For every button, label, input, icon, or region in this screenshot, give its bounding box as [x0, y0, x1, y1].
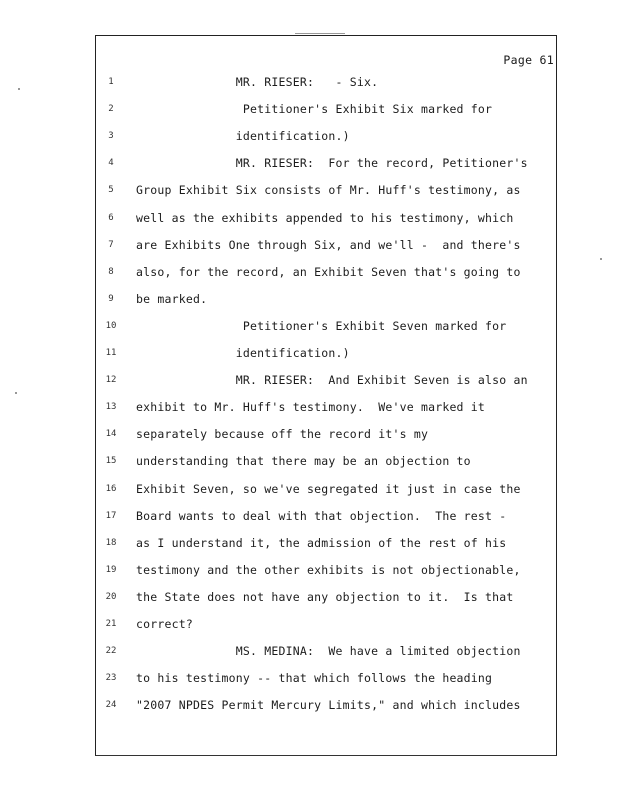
line-number: 24: [105, 700, 117, 710]
transcript-line-text: correct?: [136, 617, 193, 631]
transcript-line-text: understanding that there may be an objection to: [136, 454, 471, 468]
page-number: Page 61: [503, 53, 554, 67]
line-number: 12: [105, 375, 117, 385]
line-number: 8: [108, 267, 114, 277]
transcript-line-text: identification.): [136, 129, 350, 143]
line-number: 15: [105, 456, 117, 466]
line-number: 10: [105, 321, 117, 331]
line-number: 23: [105, 673, 117, 683]
scan-speck: [18, 88, 20, 90]
line-number: 18: [105, 538, 117, 548]
transcript-line-text: testimony and the other exhibits is not objectionable,: [136, 563, 521, 577]
line-number: 13: [105, 402, 117, 412]
transcript-line-text: MR. RIESER: For the record, Petitioner's: [136, 156, 528, 170]
transcript-line-text: well as the exhibits appended to his testimony, which: [136, 211, 514, 225]
transcript-line-text: Petitioner's Exhibit Seven marked for: [136, 319, 507, 333]
transcript-line-text: MR. RIESER: - Six.: [136, 75, 379, 89]
transcript-line-text: exhibit to Mr. Huff's testimony. We've marked it: [136, 400, 486, 414]
line-number: 9: [108, 294, 114, 304]
line-number: 1: [108, 77, 114, 87]
line-number: 21: [105, 619, 117, 629]
line-number: 3: [108, 131, 114, 141]
transcript-line-text: are Exhibits One through Six, and we'll - and there's: [136, 238, 521, 252]
line-number: 19: [105, 565, 117, 575]
line-number: 16: [105, 484, 117, 494]
line-number: 2: [108, 104, 114, 114]
scan-artifact: [295, 33, 345, 34]
line-number: 4: [108, 158, 114, 168]
transcript-line-text: MS. MEDINA: We have a limited objection: [136, 644, 521, 658]
line-number: 20: [105, 592, 117, 602]
line-number: 22: [105, 646, 117, 656]
transcript-line-text: "2007 NPDES Permit Mercury Limits," and which includes: [136, 698, 521, 712]
scan-speck: [15, 392, 17, 394]
transcript-line-text: MR. RIESER: And Exhibit Seven is also an: [136, 373, 528, 387]
scan-speck: [600, 258, 602, 260]
line-number: 7: [108, 240, 114, 250]
line-number: 11: [105, 348, 117, 358]
transcript-line-text: also, for the record, an Exhibit Seven that's going to: [136, 265, 521, 279]
transcript-line-text: be marked.: [136, 292, 208, 306]
transcript-line-text: Group Exhibit Six consists of Mr. Huff's testimony, as: [136, 183, 521, 197]
line-number: 14: [105, 429, 117, 439]
line-number: 6: [108, 213, 114, 223]
transcript-line-text: Board wants to deal with that objection. The rest -: [136, 509, 507, 523]
line-number: 5: [108, 185, 114, 195]
line-number: 17: [105, 511, 117, 521]
transcript-line-text: separately because off the record it's my: [136, 427, 429, 441]
transcript-line-text: the State does not have any objection to it. Is that: [136, 590, 514, 604]
transcript-line-text: identification.): [136, 346, 350, 360]
transcript-line-text: Petitioner's Exhibit Six marked for: [136, 102, 493, 116]
transcript-line-text: as I understand it, the admission of the rest of his: [136, 536, 507, 550]
transcript-line-text: Exhibit Seven, so we've segregated it just in case the: [136, 482, 521, 496]
transcript-line-text: to his testimony -- that which follows the heading: [136, 671, 493, 685]
